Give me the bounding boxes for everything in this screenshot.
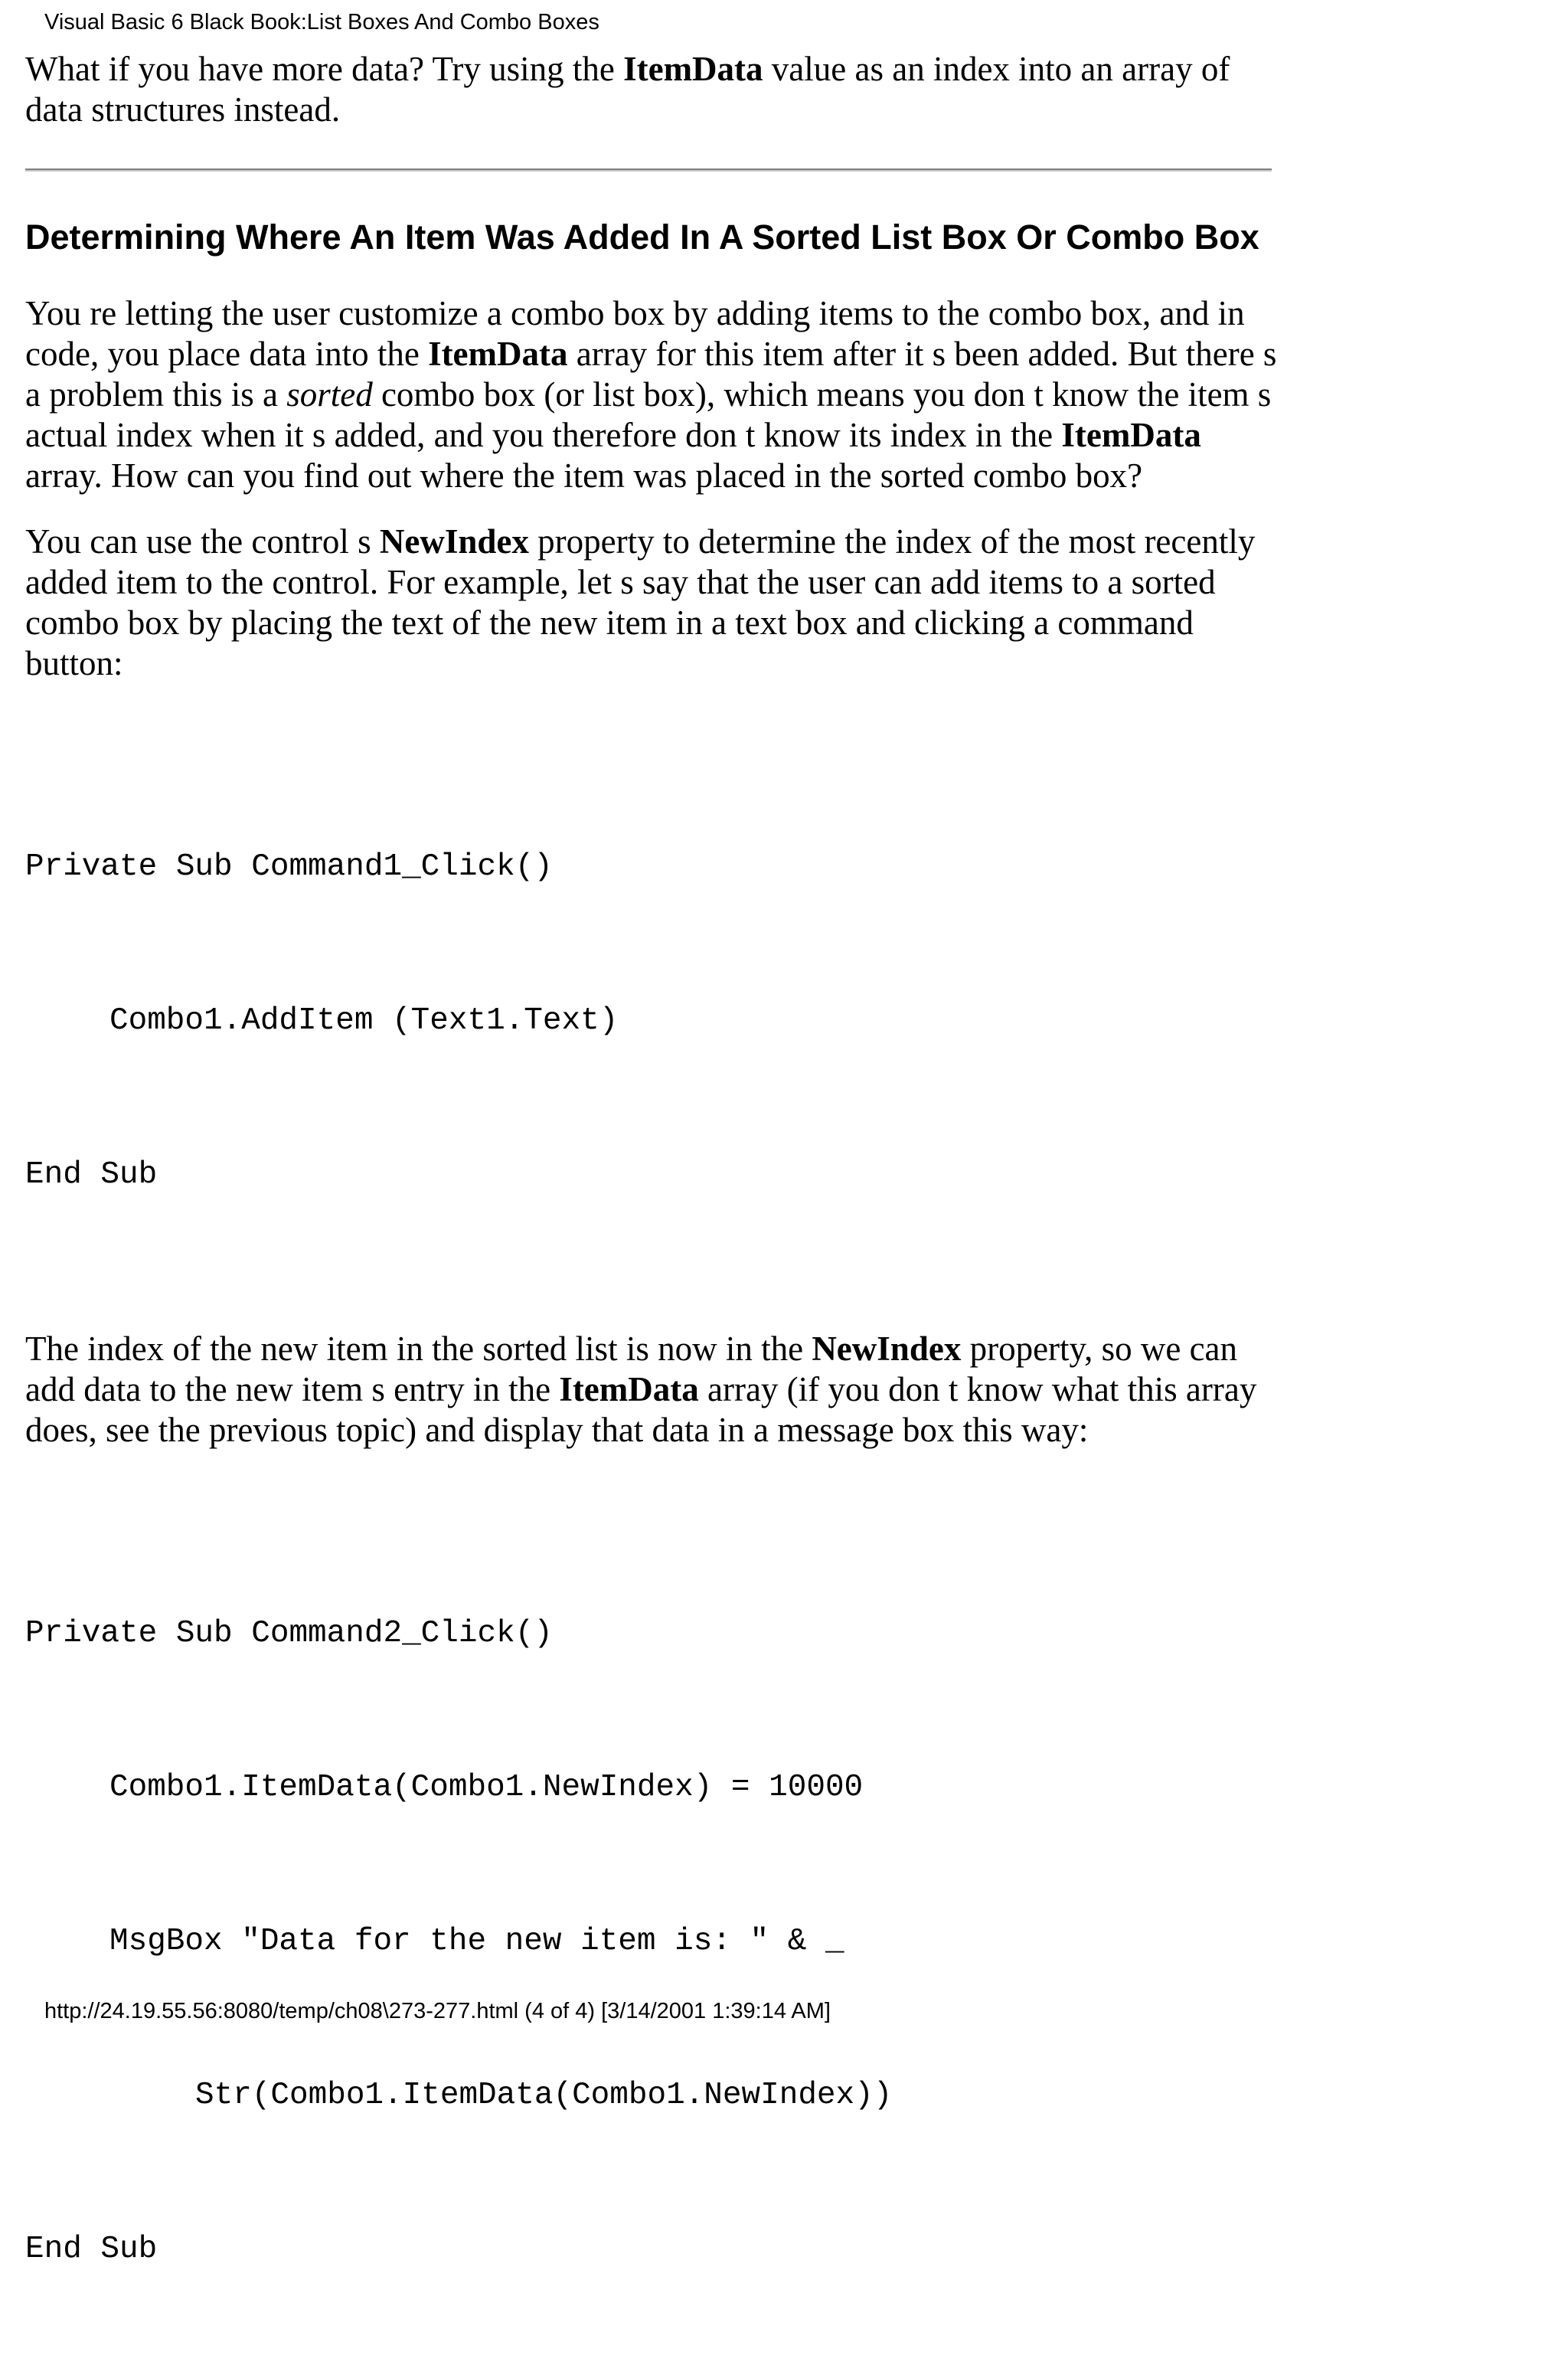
paragraph-1 (25, 293, 1281, 496)
paragraph-3 (25, 1329, 1281, 1451)
code-line: Str(Combo1.ItemData(Combo1.NewIndex)) (195, 2078, 893, 2113)
p1-text-4: array. How can you find out where the item was placed in the sorted combo box? (25, 456, 1143, 495)
p1-bold-itemdata-1: ItemData (428, 335, 568, 373)
code-line: Combo1.AddItem (Text1.Text) (109, 1003, 619, 1039)
p1-text-1: You re letting the user customize a combo box by adding items to the combo box, and in code, you place data into the (25, 294, 1245, 373)
page-footer-url: http://24.19.55.56:8080/temp/ch08\273-277.html (4 of 4) [3/14/2001 1:39:14 AM] (44, 1999, 831, 2023)
p1-text-2: array for this item after it s been added. But there s a problem this is a (25, 335, 1277, 414)
intro-paragraph (25, 49, 1281, 130)
p1-italic-sorted: sorted (286, 375, 373, 414)
code-line: Private Sub Command2_Click() (25, 1616, 553, 1651)
p3-text-2: property, so we can add data to the new item s entry in the (25, 1330, 1238, 1408)
intro-text-2: value as an index into an array of data structures instead. (25, 50, 1230, 129)
page-header: Visual Basic 6 Black Book:List Boxes And Combo Boxes (44, 10, 599, 34)
p2-text-1: You can use the control s (25, 522, 380, 561)
p2-text-2: property to determine the index of the most recently added item to the control. For example, let s say that the user can add items to a sorted combo box by placing the text of the new item in a text box and clicking a command button: (25, 522, 1256, 682)
intro-text-1: What if you have more data? Try using the (25, 50, 624, 88)
main-content (25, 49, 1281, 2378)
code-line: Private Sub Command1_Click() (25, 849, 553, 885)
p3-text-3: array (if you don t know what this array does, see the previous topic) and display that data in a message box this way: (25, 1370, 1257, 1449)
code-line: MsgBox "Data for the new item is: " & _ (109, 1924, 844, 1959)
p3-text-1: The index of the new item in the sorted list is now in the (25, 1330, 812, 1368)
code-line: End Sub (25, 2232, 158, 2267)
paragraph-2 (25, 522, 1281, 684)
p2-bold-newindex: NewIndex (379, 522, 529, 561)
p3-bold-newindex: NewIndex (812, 1330, 962, 1368)
p1-bold-itemdata-2: ItemData (1061, 416, 1201, 454)
section-heading: Determining Where An Item Was Added In A Sorted List Box Or Combo Box (25, 218, 1259, 257)
code-line: End Sub (25, 1157, 158, 1192)
code-block-2 (25, 1506, 1281, 2378)
p1-text-3: combo box (or list box), which means you don t know the item s actual index when it s added, and you therefore don t know its index in the (25, 375, 1272, 454)
code-block-1 (25, 739, 1281, 1303)
intro-bold-itemdata: ItemData (623, 50, 763, 88)
code-line: Combo1.ItemData(Combo1.NewIndex) = 10000 (109, 1770, 864, 1805)
p3-bold-itemdata: ItemData (559, 1370, 699, 1408)
horizontal-rule (25, 168, 1272, 172)
